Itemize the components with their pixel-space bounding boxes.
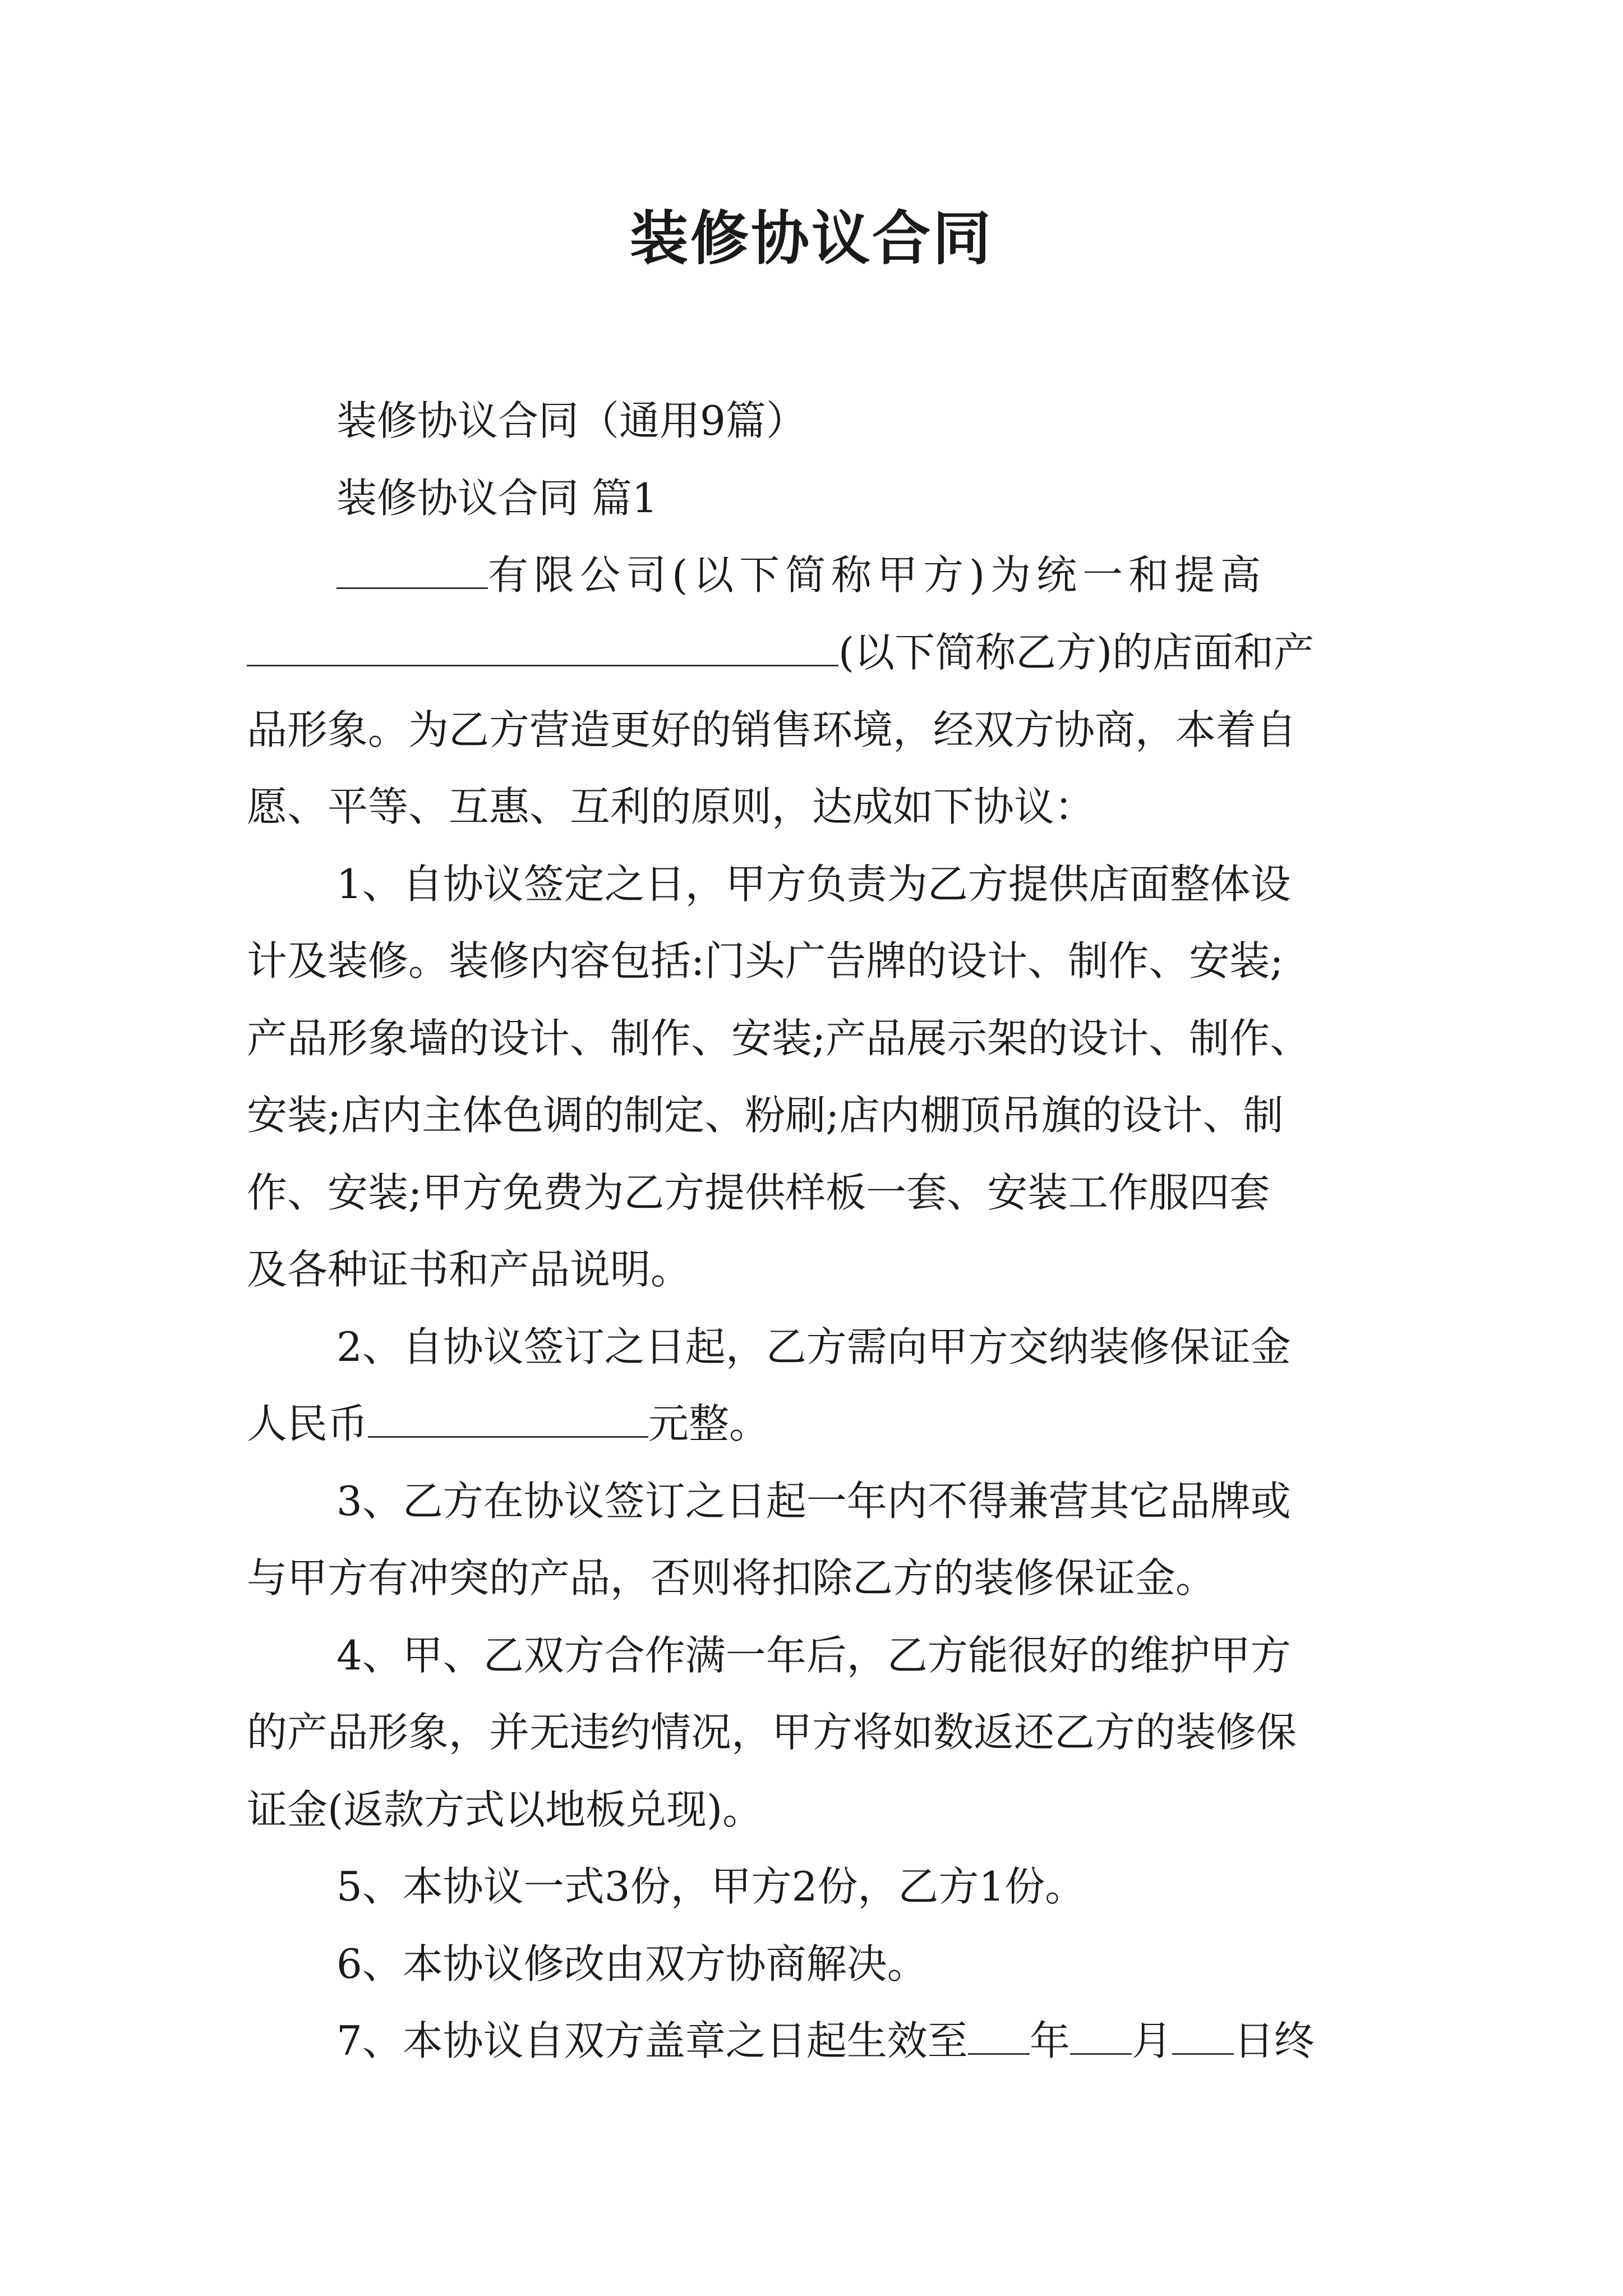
clause-3-line-1: 3、乙方在协议签订之日起一年内不得兼营其它品牌或 (336, 1478, 1291, 1525)
intro-line-1 (336, 547, 1266, 603)
month-blank (1070, 2018, 1132, 2055)
clause-7-prefix: 7、本协议自双方盖章之日起生效至 (336, 2017, 968, 2064)
clause-1-line-1: 1、自协议签定之日，甲方负责为乙方提供店面整体设 (336, 861, 1291, 908)
document-title: 装修协议合同 (629, 204, 993, 273)
year-label: 年 (1029, 2017, 1070, 2064)
section-heading: 装修协议合同 篇1 (336, 475, 658, 522)
clause-7-line-1 (336, 2013, 1315, 2069)
month-label: 月 (1131, 2017, 1172, 2064)
day-label: 日终 (1233, 2017, 1315, 2064)
clause-3-line-2: 与甲方有冲突的产品，否则将扣除乙方的装修保证金。 (247, 1554, 1216, 1602)
clause-1-line-2: 计及装修。装修内容包括:门头广告牌的设计、制作、安装; (247, 937, 1284, 984)
clause-4-line-2: 的产品形象，并无违约情况，甲方将如数返还乙方的装修保 (247, 1709, 1297, 1756)
intro-line-1-text: 有限公司(以下简称甲方)为统一和提高 (488, 551, 1267, 599)
clause-1-line-3: 产品形象墙的设计、制作、安装;产品展示架的设计、制作、 (247, 1015, 1311, 1062)
clause-2-line-2 (247, 1396, 769, 1452)
intro-line-3: 品形象。为乙方营造更好的销售环境，经双方协商，本着自 (247, 706, 1297, 753)
clause-6: 6、本协议修改由双方协商解决。 (336, 1940, 928, 1987)
amount-blank (368, 1401, 648, 1438)
clause-5: 5、本协议一式3份，甲方2份，乙方1份。 (336, 1863, 1086, 1910)
intro-line-4: 愿、平等、互惠、互利的原则，达成如下协议： (247, 783, 1095, 830)
clause-1-line-5: 作、安装;甲方免费为乙方提供样板一套、安装工作服四套 (247, 1169, 1270, 1216)
clause-4-line-3: 证金(返款方式以地板兑现)。 (247, 1786, 763, 1833)
year-blank (968, 2018, 1030, 2055)
clause-1-line-6: 及各种证书和产品说明。 (247, 1246, 691, 1293)
day-blank (1172, 2018, 1234, 2055)
clause-2-line-1: 2、自协议签订之日起，乙方需向甲方交纳装修保证金 (336, 1323, 1291, 1370)
clause-4-line-1: 4、甲、乙双方合作满一年后，乙方能很好的维护甲方 (336, 1632, 1291, 1679)
subtitle: 装修协议合同（通用9篇） (336, 397, 806, 444)
clause-1-line-4: 安装;店内主体色调的制定、粉刷;店内棚顶吊旗的设计、制 (247, 1092, 1284, 1139)
company-b-blank (247, 630, 838, 666)
intro-line-2-text: (以下简称乙方)的店面和产 (838, 629, 1315, 676)
intro-line-2 (247, 624, 1314, 680)
clause-2-currency: 人民币 (247, 1400, 368, 1447)
clause-2-unit: 元整。 (648, 1400, 770, 1447)
company-a-blank (336, 553, 488, 589)
